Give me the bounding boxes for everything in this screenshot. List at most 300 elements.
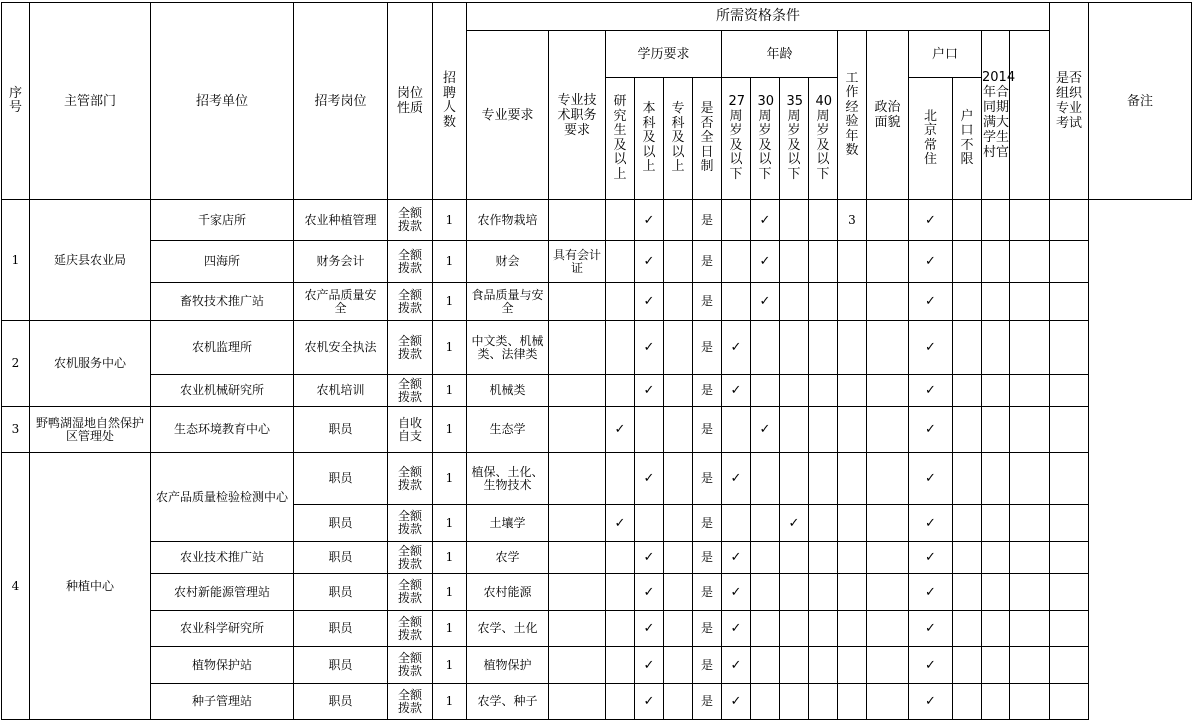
edu-fulltime-cell: 是 — [693, 542, 722, 574]
edu-graduate-cell — [606, 241, 635, 283]
age-35-cell — [780, 321, 809, 375]
nature-cell-text: 全额拨款 — [397, 287, 422, 315]
work-years-cell — [838, 321, 867, 375]
hukou-any-cell — [953, 684, 982, 720]
age-30-cell — [751, 542, 780, 574]
hukou-beijing-check-icon: ✓ — [909, 542, 953, 574]
hukou-beijing-check-icon: ✓ — [909, 647, 953, 684]
politics-cell — [867, 241, 909, 283]
nature-cell-text: 全额拨款 — [397, 687, 422, 715]
age-27-cell — [722, 505, 751, 542]
hukou-any-cell — [953, 200, 982, 241]
seq-cell: 3 — [2, 407, 30, 453]
unit-cell — [151, 611, 294, 647]
politics-cell — [867, 407, 909, 453]
edu-fulltime-cell: 是 — [693, 407, 722, 453]
hukou-any-cell — [953, 611, 982, 647]
unit-cell — [151, 407, 294, 453]
post-cell — [294, 505, 388, 542]
age-35-cell — [780, 684, 809, 720]
title-req-cell — [549, 407, 606, 453]
nature-cell-text: 全额拨款 — [397, 651, 422, 678]
remark-cell — [1050, 647, 1089, 684]
hukou-beijing-check-icon: ✓ — [909, 200, 953, 241]
age-30-cell — [751, 375, 780, 407]
unit-cell — [151, 241, 294, 283]
edu-bachelor-check-icon: ✓ — [635, 611, 664, 647]
count-cell: 1 — [433, 611, 467, 647]
header-education: 学历要求 — [606, 31, 722, 78]
header-qualifications: 所需资格条件 — [467, 3, 1050, 31]
village-official-cell — [982, 283, 1010, 321]
edu-associate-cell — [664, 684, 693, 720]
unit-cell-text: 种子管理站 — [191, 694, 252, 708]
remark-cell — [1050, 241, 1089, 283]
table-row — [2, 647, 1192, 684]
header-hukou-beijing: 北京常住 — [909, 78, 953, 200]
age-40-cell — [809, 200, 838, 241]
major-cell — [467, 200, 549, 241]
table-row — [2, 542, 1192, 574]
unit-cell-text: 农村新能源管理站 — [173, 584, 270, 599]
table-row — [2, 574, 1192, 611]
hukou-any-cell — [953, 375, 982, 407]
age-40-cell — [809, 542, 838, 574]
work-years-cell — [838, 574, 867, 611]
hukou-beijing-check-icon: ✓ — [909, 241, 953, 283]
major-cell-text: 植保、土化、生物技术 — [471, 464, 544, 492]
politics-cell — [867, 684, 909, 720]
edu-bachelor-check-icon: ✓ — [635, 542, 664, 574]
work-years-cell — [838, 684, 867, 720]
major-cell — [467, 283, 549, 321]
major-cell — [467, 505, 549, 542]
post-cell — [294, 611, 388, 647]
edu-fulltime-cell: 是 — [693, 283, 722, 321]
hukou-beijing-check-icon: ✓ — [909, 611, 953, 647]
edu-graduate-cell — [606, 574, 635, 611]
post-cell-text: 职员 — [328, 584, 353, 599]
dept-cell — [30, 200, 151, 321]
age-40-cell — [809, 241, 838, 283]
edu-fulltime-cell: 是 — [693, 647, 722, 684]
unit-cell — [151, 574, 294, 611]
age-30-cell — [751, 647, 780, 684]
edu-graduate-cell — [606, 321, 635, 375]
table-row — [2, 407, 1192, 453]
major-cell-text: 植物保护 — [483, 657, 532, 672]
table-row — [2, 241, 1192, 283]
header-age-27: 27周岁及以下 — [722, 78, 751, 200]
post-cell-text: 农机培训 — [316, 383, 365, 397]
edu-associate-cell — [664, 241, 693, 283]
village-official-cell — [982, 321, 1010, 375]
age-30-cell — [751, 453, 780, 505]
hukou-beijing-check-icon: ✓ — [909, 684, 953, 720]
hukou-beijing-check-icon: ✓ — [909, 321, 953, 375]
age-35-check-icon: ✓ — [780, 505, 809, 542]
exam-cell — [1010, 542, 1050, 574]
age-27-check-icon: ✓ — [722, 611, 751, 647]
remark-cell — [1050, 407, 1089, 453]
age-40-cell — [809, 611, 838, 647]
header-village-official: 2014年合同期满大学生村官 — [982, 31, 1010, 200]
unit-cell-text: 畜牧技术推广站 — [179, 294, 264, 308]
major-cell — [467, 611, 549, 647]
age-35-cell — [780, 453, 809, 505]
age-30-cell — [751, 321, 780, 375]
edu-graduate-cell — [606, 684, 635, 720]
age-35-cell — [780, 375, 809, 407]
count-cell: 1 — [433, 574, 467, 611]
dept-cell-text: 延庆县农业局 — [53, 252, 126, 267]
table-row — [2, 321, 1192, 375]
header-edu-associate: 专科及以上 — [664, 78, 693, 200]
post-cell — [294, 321, 388, 375]
header-dept: 主管部门 — [30, 3, 151, 200]
post-cell-text: 农产品质量安全 — [304, 287, 377, 315]
age-40-cell — [809, 684, 838, 720]
age-30-check-icon: ✓ — [751, 407, 780, 453]
major-cell-text: 土壤学 — [489, 515, 526, 530]
header-age-40: 40周岁及以下 — [809, 78, 838, 200]
age-27-cell — [722, 407, 751, 453]
work-years-cell: 3 — [838, 200, 867, 241]
edu-associate-cell — [664, 505, 693, 542]
edu-bachelor-check-icon: ✓ — [635, 283, 664, 321]
edu-fulltime-cell: 是 — [693, 505, 722, 542]
major-cell-text: 食品质量与安全 — [471, 287, 544, 315]
edu-graduate-cell — [606, 375, 635, 407]
unit-cell — [151, 542, 294, 574]
major-cell — [467, 407, 549, 453]
major-cell — [467, 375, 549, 407]
unit-cell-text: 四海所 — [203, 254, 240, 268]
exam-cell — [1010, 453, 1050, 505]
post-cell — [294, 574, 388, 611]
major-cell-text: 农村能源 — [483, 584, 532, 599]
header-age-35: 35周岁及以下 — [780, 78, 809, 200]
header-work-years: 工作经验年数 — [838, 31, 867, 200]
politics-cell — [867, 574, 909, 611]
age-30-cell — [751, 611, 780, 647]
hukou-any-cell — [953, 283, 982, 321]
post-cell — [294, 647, 388, 684]
post-cell-text: 农机安全执法 — [304, 340, 377, 354]
exam-cell — [1010, 321, 1050, 375]
age-35-cell — [780, 542, 809, 574]
remark-cell — [1050, 375, 1089, 407]
count-cell: 1 — [433, 542, 467, 574]
dept-cell-text: 农机服务中心 — [53, 356, 126, 370]
nature-cell — [388, 542, 433, 574]
politics-cell — [867, 453, 909, 505]
age-27-cell — [722, 200, 751, 241]
age-35-cell — [780, 241, 809, 283]
title-req-cell — [549, 321, 606, 375]
unit-cell-text: 农业机械研究所 — [179, 383, 264, 397]
post-cell-text: 农业种植管理 — [304, 212, 377, 227]
nature-cell — [388, 407, 433, 453]
hukou-any-cell — [953, 453, 982, 505]
edu-bachelor-check-icon: ✓ — [635, 684, 664, 720]
count-cell: 1 — [433, 407, 467, 453]
nature-cell-text: 全额拨款 — [397, 333, 422, 361]
post-cell-text: 职员 — [328, 657, 353, 672]
major-cell — [467, 241, 549, 283]
title-req-cell — [549, 574, 606, 611]
edu-associate-cell — [664, 375, 693, 407]
header-edu-graduate: 研究生及以上 — [606, 78, 635, 200]
hukou-any-cell — [953, 574, 982, 611]
title-req-cell — [549, 375, 606, 407]
title-req-cell — [549, 684, 606, 720]
edu-bachelor-check-icon: ✓ — [635, 241, 664, 283]
age-35-cell — [780, 200, 809, 241]
exam-cell — [1010, 505, 1050, 542]
nature-cell — [388, 505, 433, 542]
post-cell-text: 职员 — [328, 515, 353, 530]
unit-cell — [151, 453, 294, 542]
edu-bachelor-check-icon: ✓ — [635, 200, 664, 241]
nature-cell — [388, 611, 433, 647]
edu-bachelor-check-icon: ✓ — [635, 574, 664, 611]
dept-cell — [30, 407, 151, 453]
major-cell-text: 农学、种子 — [477, 694, 538, 708]
major-cell — [467, 542, 549, 574]
edu-graduate-cell — [606, 200, 635, 241]
hukou-any-cell — [953, 407, 982, 453]
nature-cell — [388, 241, 433, 283]
politics-cell — [867, 505, 909, 542]
unit-cell — [151, 647, 294, 684]
table-row — [2, 200, 1192, 241]
work-years-cell — [838, 505, 867, 542]
exam-cell — [1010, 241, 1050, 283]
edu-bachelor-check-icon: ✓ — [635, 647, 664, 684]
work-years-cell — [838, 407, 867, 453]
nature-cell — [388, 574, 433, 611]
nature-cell — [388, 375, 433, 407]
nature-cell — [388, 453, 433, 505]
edu-associate-cell — [664, 407, 693, 453]
major-cell-text: 农学、土化 — [477, 621, 538, 635]
header-exam: 是否组织专业考试 — [1050, 3, 1089, 200]
unit-cell-text: 生态环境教育中心 — [173, 422, 270, 436]
work-years-cell — [838, 375, 867, 407]
edu-associate-cell — [664, 453, 693, 505]
age-40-cell — [809, 321, 838, 375]
remark-cell — [1050, 453, 1089, 505]
age-27-check-icon: ✓ — [722, 321, 751, 375]
unit-cell — [151, 684, 294, 720]
title-req-cell — [549, 283, 606, 321]
age-27-check-icon: ✓ — [722, 453, 751, 505]
village-official-cell — [982, 241, 1010, 283]
dept-cell-text: 野鸭湖湿地自然保护区管理处 — [36, 415, 145, 443]
age-27-check-icon: ✓ — [722, 684, 751, 720]
header-post: 招考岗位 — [294, 3, 388, 200]
edu-bachelor-cell — [635, 505, 664, 542]
hukou-any-cell — [953, 647, 982, 684]
header-hukou: 户口 — [909, 31, 982, 78]
unit-cell-text: 植物保护站 — [191, 657, 252, 672]
village-official-cell — [982, 200, 1010, 241]
hukou-beijing-check-icon: ✓ — [909, 375, 953, 407]
politics-cell — [867, 200, 909, 241]
age-35-cell — [780, 407, 809, 453]
header-remark: 备注 — [1089, 3, 1192, 200]
edu-fulltime-cell: 是 — [693, 200, 722, 241]
edu-bachelor-cell — [635, 407, 664, 453]
unit-cell-text: 农机监理所 — [191, 340, 252, 354]
edu-fulltime-cell: 是 — [693, 375, 722, 407]
age-30-check-icon: ✓ — [751, 200, 780, 241]
remark-cell — [1050, 574, 1089, 611]
work-years-cell — [838, 283, 867, 321]
title-req-cell-text: 具有会计证 — [552, 247, 601, 275]
recruitment-table — [1, 2, 1192, 720]
exam-cell — [1010, 407, 1050, 453]
post-cell-text: 职员 — [328, 621, 353, 635]
exam-cell — [1010, 574, 1050, 611]
politics-cell — [867, 321, 909, 375]
unit-cell — [151, 200, 294, 241]
header-hukou-any: 户口不限 — [953, 78, 982, 200]
age-27-check-icon: ✓ — [722, 647, 751, 684]
edu-associate-cell — [664, 200, 693, 241]
age-30-cell — [751, 505, 780, 542]
unit-cell-text: 农业科学研究所 — [179, 621, 264, 635]
major-cell — [467, 647, 549, 684]
table-row — [2, 283, 1192, 321]
count-cell: 1 — [433, 321, 467, 375]
age-40-cell — [809, 574, 838, 611]
nature-cell — [388, 283, 433, 321]
edu-associate-cell — [664, 542, 693, 574]
count-cell: 1 — [433, 200, 467, 241]
header-unit: 招考单位 — [151, 3, 294, 200]
remark-cell — [1050, 200, 1089, 241]
politics-cell — [867, 542, 909, 574]
header-age: 年龄 — [722, 31, 838, 78]
edu-fulltime-cell: 是 — [693, 574, 722, 611]
edu-bachelor-check-icon: ✓ — [635, 375, 664, 407]
village-official-cell — [982, 542, 1010, 574]
age-30-check-icon: ✓ — [751, 241, 780, 283]
unit-cell-text: 农业技术推广站 — [179, 550, 264, 564]
title-req-cell — [549, 542, 606, 574]
remark-cell — [1050, 611, 1089, 647]
edu-bachelor-check-icon: ✓ — [635, 453, 664, 505]
age-27-cell — [722, 283, 751, 321]
table-row — [2, 453, 1192, 505]
village-official-cell — [982, 453, 1010, 505]
header-politics: 政治面貌 — [867, 31, 909, 200]
edu-graduate-cell — [606, 283, 635, 321]
remark-cell — [1050, 283, 1089, 321]
title-req-cell — [549, 505, 606, 542]
village-official-cell — [982, 574, 1010, 611]
seq-cell: 2 — [2, 321, 30, 407]
major-cell-text: 农学 — [495, 550, 520, 564]
nature-cell-text: 全额拨款 — [397, 509, 422, 536]
edu-graduate-check-icon: ✓ — [606, 407, 635, 453]
post-cell — [294, 200, 388, 241]
post-cell-text: 职员 — [328, 422, 353, 436]
header-nature: 岗位性质 — [388, 3, 433, 200]
table-row — [2, 375, 1192, 407]
post-cell — [294, 283, 388, 321]
nature-cell-text: 全额拨款 — [397, 614, 422, 642]
post-cell — [294, 407, 388, 453]
edu-bachelor-check-icon: ✓ — [635, 321, 664, 375]
age-40-cell — [809, 407, 838, 453]
exam-cell — [1010, 200, 1050, 241]
village-official-cell — [982, 647, 1010, 684]
nature-cell-text: 全额拨款 — [397, 376, 422, 404]
hukou-any-cell — [953, 542, 982, 574]
post-cell-text: 职员 — [328, 694, 353, 708]
work-years-cell — [838, 542, 867, 574]
age-27-cell — [722, 241, 751, 283]
nature-cell-text: 全额拨款 — [397, 206, 422, 233]
age-40-cell — [809, 647, 838, 684]
work-years-cell — [838, 453, 867, 505]
nature-cell — [388, 684, 433, 720]
age-27-check-icon: ✓ — [722, 542, 751, 574]
work-years-cell — [838, 611, 867, 647]
major-cell — [467, 684, 549, 720]
edu-graduate-cell — [606, 611, 635, 647]
post-cell — [294, 241, 388, 283]
hukou-beijing-check-icon: ✓ — [909, 453, 953, 505]
age-35-cell — [780, 574, 809, 611]
hukou-beijing-check-icon: ✓ — [909, 407, 953, 453]
major-cell-text: 生态学 — [489, 422, 526, 436]
exam-cell — [1010, 684, 1050, 720]
remark-cell — [1050, 321, 1089, 375]
nature-cell-text: 全额拨款 — [397, 464, 422, 492]
age-27-check-icon: ✓ — [722, 375, 751, 407]
post-cell — [294, 375, 388, 407]
exam-cell — [1010, 283, 1050, 321]
major-cell — [467, 321, 549, 375]
hukou-beijing-check-icon: ✓ — [909, 283, 953, 321]
dept-cell — [30, 321, 151, 407]
edu-fulltime-cell: 是 — [693, 684, 722, 720]
nature-cell — [388, 647, 433, 684]
politics-cell — [867, 375, 909, 407]
age-40-cell — [809, 375, 838, 407]
title-req-cell — [549, 611, 606, 647]
table-row — [2, 611, 1192, 647]
title-req-cell — [549, 647, 606, 684]
count-cell: 1 — [433, 453, 467, 505]
post-cell — [294, 542, 388, 574]
count-cell: 1 — [433, 505, 467, 542]
hukou-any-cell — [953, 505, 982, 542]
edu-graduate-cell — [606, 542, 635, 574]
age-40-cell — [809, 453, 838, 505]
count-cell: 1 — [433, 684, 467, 720]
hukou-beijing-check-icon: ✓ — [909, 505, 953, 542]
age-40-cell — [809, 283, 838, 321]
major-cell-text: 中文类、机械类、法律类 — [471, 333, 544, 361]
post-cell — [294, 453, 388, 505]
work-years-cell — [838, 647, 867, 684]
post-cell-text: 职员 — [328, 471, 353, 485]
